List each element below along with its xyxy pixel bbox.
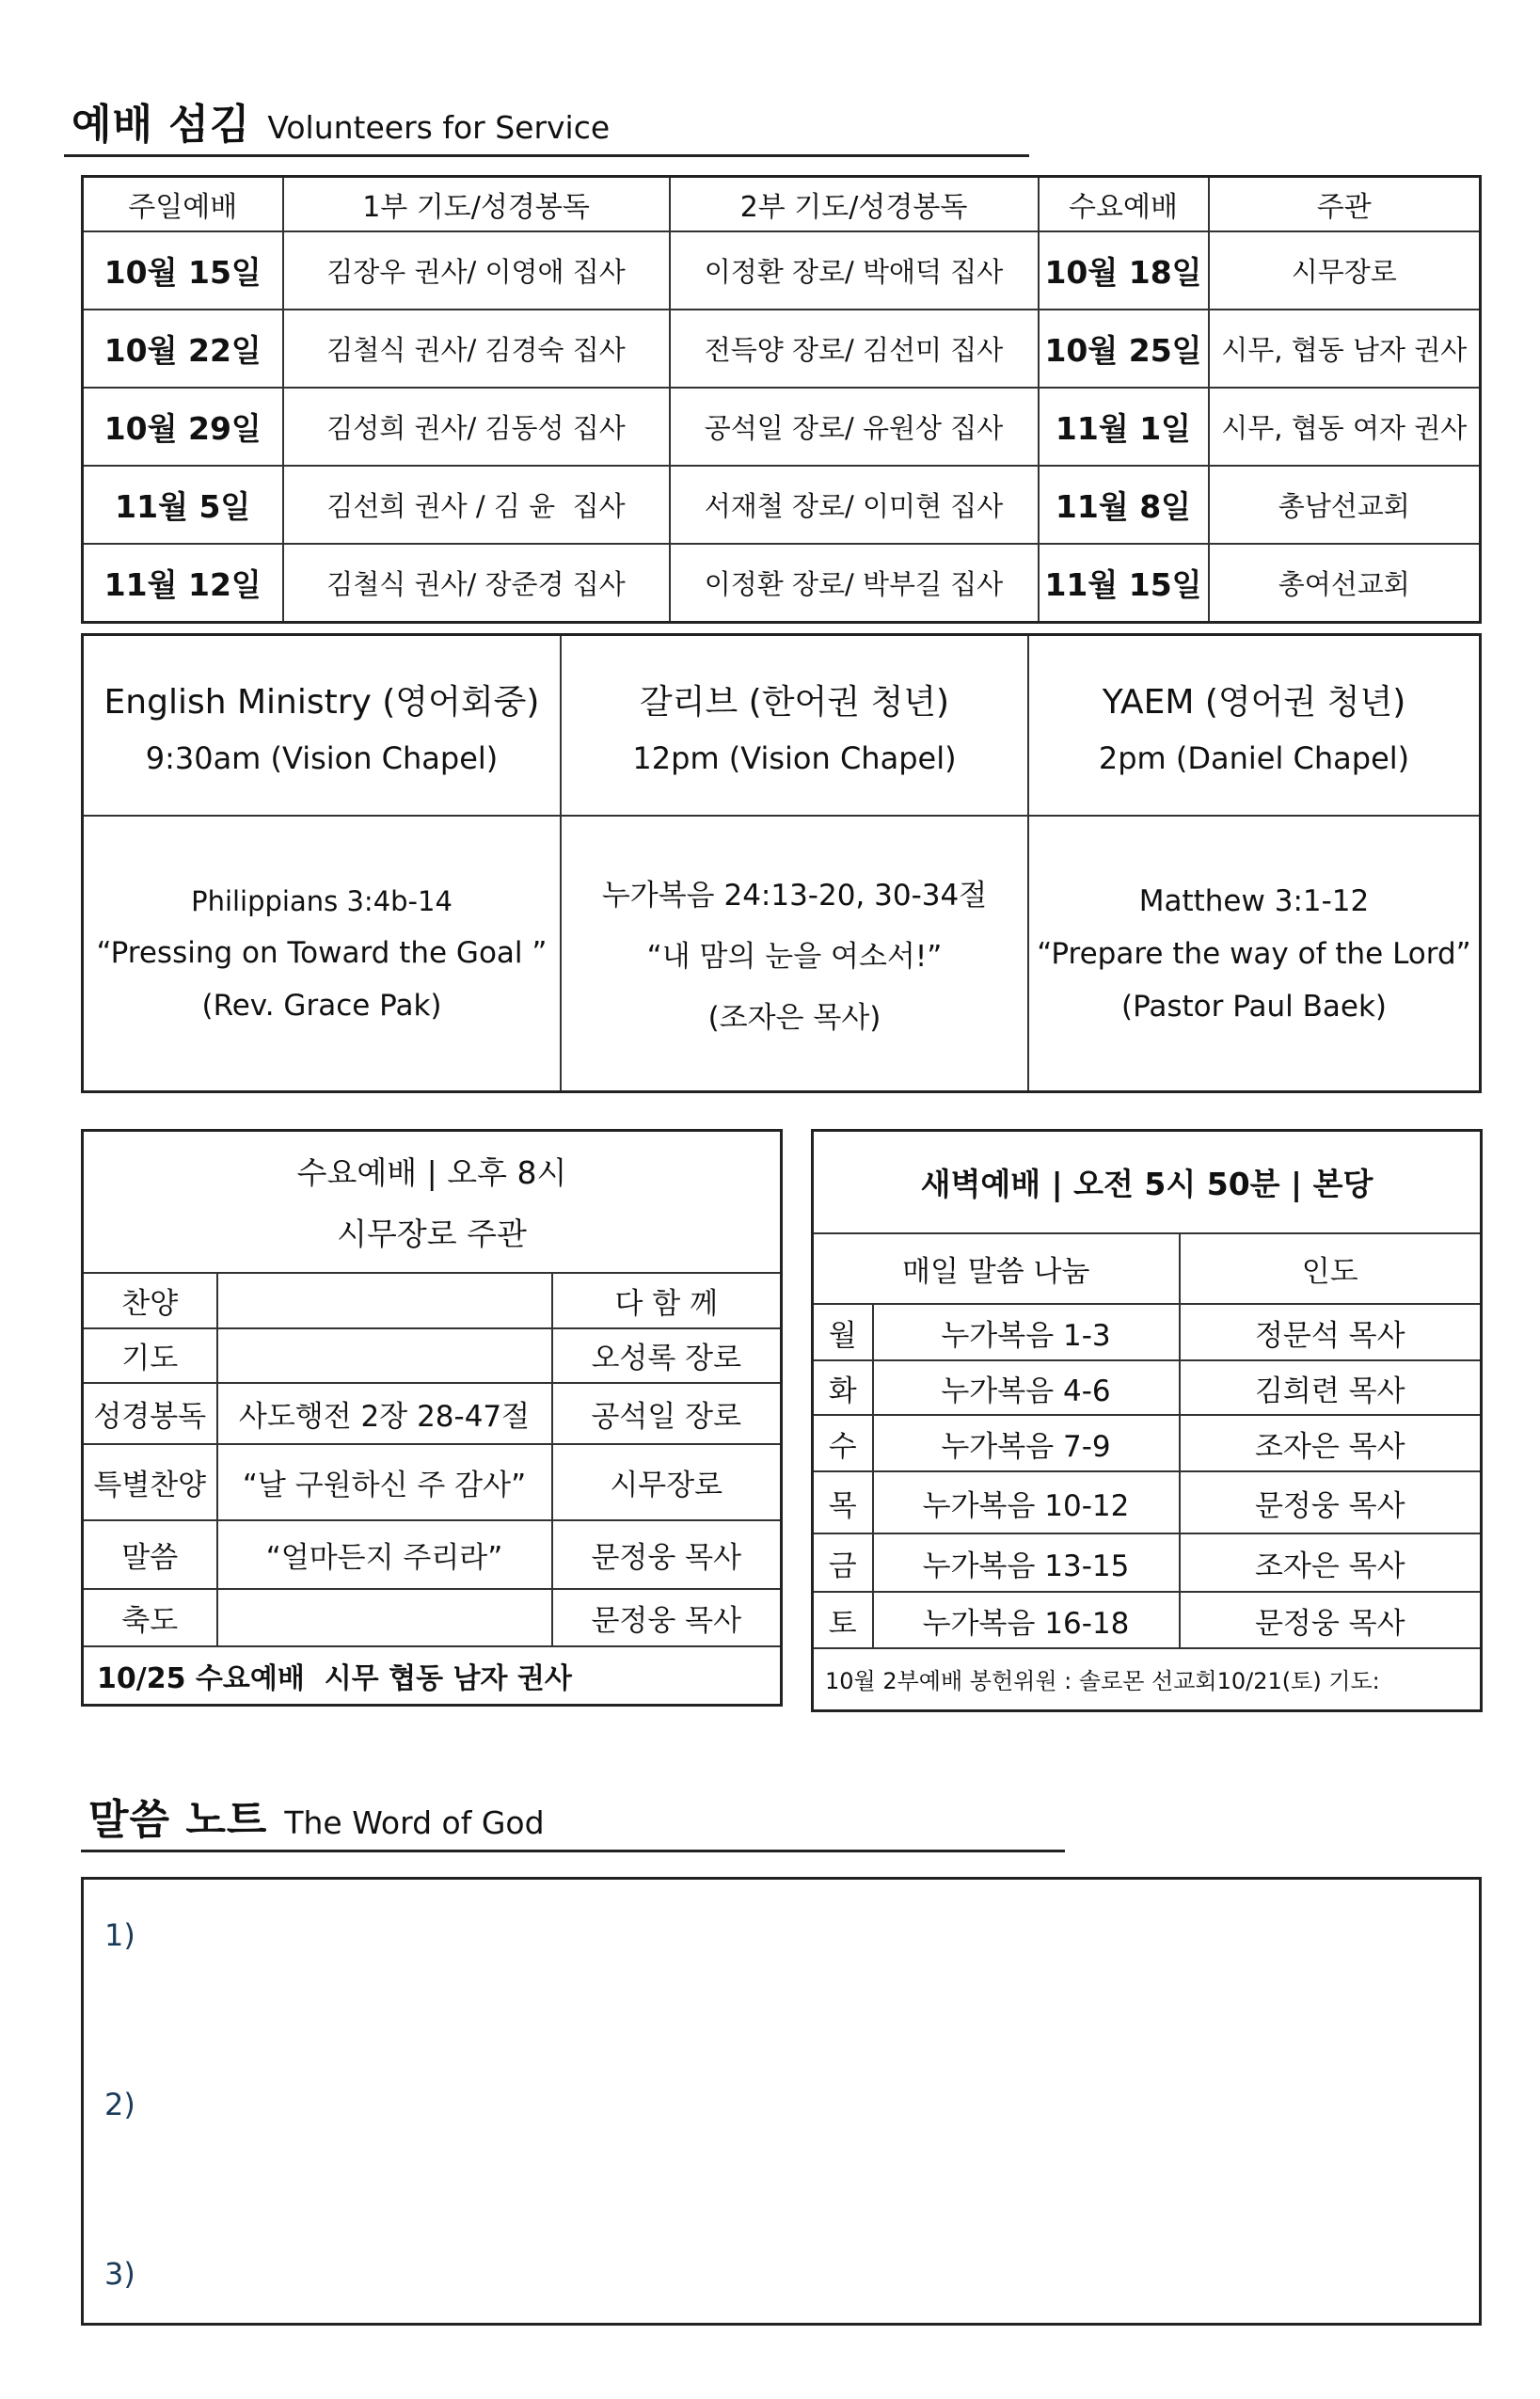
service-yaem-sermon — [1029, 817, 1479, 1090]
volunteers-heading — [71, 90, 610, 151]
note-item-2: 2) — [104, 2087, 135, 2122]
wednesday-header — [83, 1131, 782, 1273]
notes-box — [81, 1877, 1482, 2326]
daily-reading: 누가복음 7-9 — [873, 1415, 1180, 1471]
order-content: 사도행전 2장 28-47절 — [217, 1383, 552, 1444]
order-leader: 오성록 장로 — [552, 1328, 782, 1384]
table-row — [813, 1471, 1482, 1533]
dawn-leader: 조자은 목사 — [1180, 1533, 1482, 1592]
dawn-leader: 문정웅 목사 — [1180, 1592, 1482, 1648]
sermon-title: “내 맘의 눈을 여소서!” — [646, 940, 943, 974]
dawn-footer: 10월 2부예배 봉헌위원 : 솔로몬 선교회10/21(토) 기도: — [813, 1648, 1482, 1710]
table-row — [83, 1520, 782, 1589]
first-service-volunteers: 김철식 권사/ 장준경 집사 — [283, 544, 670, 623]
service-galilee-header — [562, 636, 1029, 817]
dawn-footer-row — [813, 1648, 1482, 1710]
sermon-preacher: (Pastor Paul Baek) — [1120, 989, 1388, 1024]
service-english-ministry-sermon — [84, 817, 562, 1090]
host: 시무, 협동 남자 권사 — [1209, 310, 1481, 388]
second-service-volunteers: 공석일 장로/ 유원상 집사 — [670, 388, 1039, 466]
second-service-volunteers: 서재철 장로/ 이미현 집사 — [670, 466, 1039, 544]
wednesday-date: 10월 25일 — [1039, 310, 1209, 388]
wednesday-service-table — [81, 1129, 783, 1707]
host: 시무, 협동 여자 권사 — [1209, 388, 1481, 466]
service-yaem-header — [1029, 636, 1479, 817]
daily-reading: 누가복음 4-6 — [873, 1360, 1180, 1415]
order-leader: 공석일 장로 — [552, 1383, 782, 1444]
header-sunday: 주일예배 — [83, 177, 283, 232]
wednesday-title: 수요예배 | 오후 8시 — [296, 1154, 567, 1192]
order-content — [217, 1589, 552, 1646]
header-second-service: 2부 기도/성경봉독 — [670, 177, 1039, 232]
daily-reading: 누가복음 10-12 — [873, 1471, 1180, 1533]
order-item: 기도 — [83, 1328, 217, 1384]
sermon-preacher: (Rev. Grace Pak) — [201, 988, 442, 1023]
dawn-subheader-row — [813, 1233, 1482, 1304]
dawn-leader-header: 인도 — [1180, 1233, 1482, 1304]
dawn-leader: 조자은 목사 — [1180, 1415, 1482, 1471]
volunteers-title-en: Volunteers for Service — [267, 109, 611, 146]
first-service-volunteers: 김장우 권사/ 이영애 집사 — [283, 231, 670, 310]
notes-heading-rule — [81, 1850, 1065, 1852]
table-row — [83, 544, 1481, 623]
volunteers-header-row — [83, 177, 1481, 232]
order-content: “날 구원하신 주 감사” — [217, 1444, 552, 1520]
service-time: 9:30am (Vision Chapel) — [145, 739, 499, 776]
table-row — [83, 1589, 782, 1646]
weekday: 목 — [813, 1471, 873, 1533]
note-item-3: 3) — [104, 2256, 135, 2292]
order-leader: 다 함 께 — [552, 1273, 782, 1328]
sermon-title: “Pressing on Toward the Goal ” — [96, 935, 548, 970]
service-time: 12pm (Vision Chapel) — [632, 739, 957, 776]
sunday-date: 11월 12일 — [83, 544, 283, 623]
order-item: 찬양 — [83, 1273, 217, 1328]
table-row — [83, 1328, 782, 1384]
volunteers-table — [81, 175, 1482, 624]
second-service-volunteers: 이정환 장로/ 박부길 집사 — [670, 544, 1039, 623]
dawn-title: 새벽예배 | 오전 5시 50분 | 본당 — [813, 1131, 1482, 1234]
sunday-date: 10월 22일 — [83, 310, 283, 388]
wednesday-date: 10월 18일 — [1039, 231, 1209, 310]
dawn-reading-header: 매일 말씀 나눔 — [813, 1233, 1180, 1304]
host: 총여선교회 — [1209, 544, 1481, 623]
weekday: 금 — [813, 1533, 873, 1592]
order-content — [217, 1328, 552, 1384]
service-galilee-sermon — [562, 817, 1029, 1090]
wednesday-header-row — [83, 1131, 782, 1273]
sermon-preacher: (조자은 목사) — [707, 1001, 881, 1035]
order-content: “얼마든지 주리라” — [217, 1520, 552, 1589]
service-time: 2pm (Daniel Chapel) — [1098, 739, 1410, 776]
sermon-scripture: Philippians 3:4b-14 — [191, 884, 452, 917]
services-box — [81, 633, 1482, 1093]
table-row — [83, 1273, 782, 1328]
host: 총남선교회 — [1209, 466, 1481, 544]
volunteers-heading-rule — [64, 154, 1029, 157]
dawn-leader: 정문석 목사 — [1180, 1304, 1482, 1360]
service-name: 갈리브 (한어권 청년) — [639, 682, 950, 722]
header-host: 주관 — [1209, 177, 1481, 232]
wednesday-date: 11월 15일 — [1039, 544, 1209, 623]
order-item: 축도 — [83, 1589, 217, 1646]
service-name: YAEM (영어권 청년) — [1102, 682, 1406, 722]
weekday: 화 — [813, 1360, 873, 1415]
table-row — [813, 1360, 1482, 1415]
table-row — [83, 1383, 782, 1444]
volunteers-title-ko: 예배 섬김 — [71, 101, 251, 149]
table-row — [813, 1592, 1482, 1648]
order-item: 성경봉독 — [83, 1383, 217, 1444]
header-wednesday: 수요예배 — [1039, 177, 1209, 232]
weekday: 수 — [813, 1415, 873, 1471]
order-leader: 문정웅 목사 — [552, 1589, 782, 1646]
service-english-ministry-header — [84, 636, 562, 817]
table-row — [813, 1304, 1482, 1360]
sunday-date: 11월 5일 — [83, 466, 283, 544]
first-service-volunteers: 김철식 권사/ 김경숙 집사 — [283, 310, 670, 388]
second-service-volunteers: 이정환 장로/ 박애덕 집사 — [670, 231, 1039, 310]
table-row — [83, 466, 1481, 544]
table-row — [83, 310, 1481, 388]
daily-reading: 누가복음 13-15 — [873, 1533, 1180, 1592]
service-name: English Ministry (영어회중) — [103, 682, 540, 722]
notes-title-ko: 말씀 노트 — [88, 1796, 268, 1844]
order-leader: 문정웅 목사 — [552, 1520, 782, 1589]
wednesday-footer-row — [83, 1646, 782, 1706]
dawn-leader: 김희련 목사 — [1180, 1360, 1482, 1415]
notes-title-en: The Word of God — [284, 1804, 545, 1841]
table-row — [83, 1444, 782, 1520]
sermon-scripture: 누가복음 24:13-20, 30-34절 — [601, 879, 988, 913]
sunday-date: 10월 15일 — [83, 231, 283, 310]
note-item-1: 1) — [104, 1917, 135, 1953]
first-service-volunteers: 김성희 권사/ 김동성 집사 — [283, 388, 670, 466]
header-first-service: 1부 기도/성경봉독 — [283, 177, 670, 232]
order-leader: 시무장로 — [552, 1444, 782, 1520]
weekday: 토 — [813, 1592, 873, 1648]
order-item: 말씀 — [83, 1520, 217, 1589]
order-content — [217, 1273, 552, 1328]
host: 시무장로 — [1209, 231, 1481, 310]
sermon-title: “Prepare the way of the Lord” — [1037, 936, 1471, 971]
wednesday-subtitle: 시무장로 주관 — [337, 1215, 527, 1253]
dawn-header-row — [813, 1131, 1482, 1234]
table-row — [813, 1533, 1482, 1592]
table-row — [813, 1415, 1482, 1471]
second-service-volunteers: 전득양 장로/ 김선미 집사 — [670, 310, 1039, 388]
first-service-volunteers: 김선희 권사 / 김 윤 집사 — [283, 466, 670, 544]
dawn-service-table — [811, 1129, 1483, 1712]
table-row — [83, 231, 1481, 310]
order-item: 특별찬양 — [83, 1444, 217, 1520]
sermon-scripture: Matthew 3:1-12 — [1138, 883, 1370, 918]
wednesday-footer: 10/25 수요예배 시무 협동 남자 권사 — [83, 1646, 782, 1706]
wednesday-date: 11월 8일 — [1039, 466, 1209, 544]
daily-reading: 누가복음 16-18 — [873, 1592, 1180, 1648]
notes-heading — [88, 1786, 545, 1846]
daily-reading: 누가복음 1-3 — [873, 1304, 1180, 1360]
table-row — [83, 388, 1481, 466]
weekday: 월 — [813, 1304, 873, 1360]
dawn-leader: 문정웅 목사 — [1180, 1471, 1482, 1533]
sunday-date: 10월 29일 — [83, 388, 283, 466]
wednesday-date: 11월 1일 — [1039, 388, 1209, 466]
